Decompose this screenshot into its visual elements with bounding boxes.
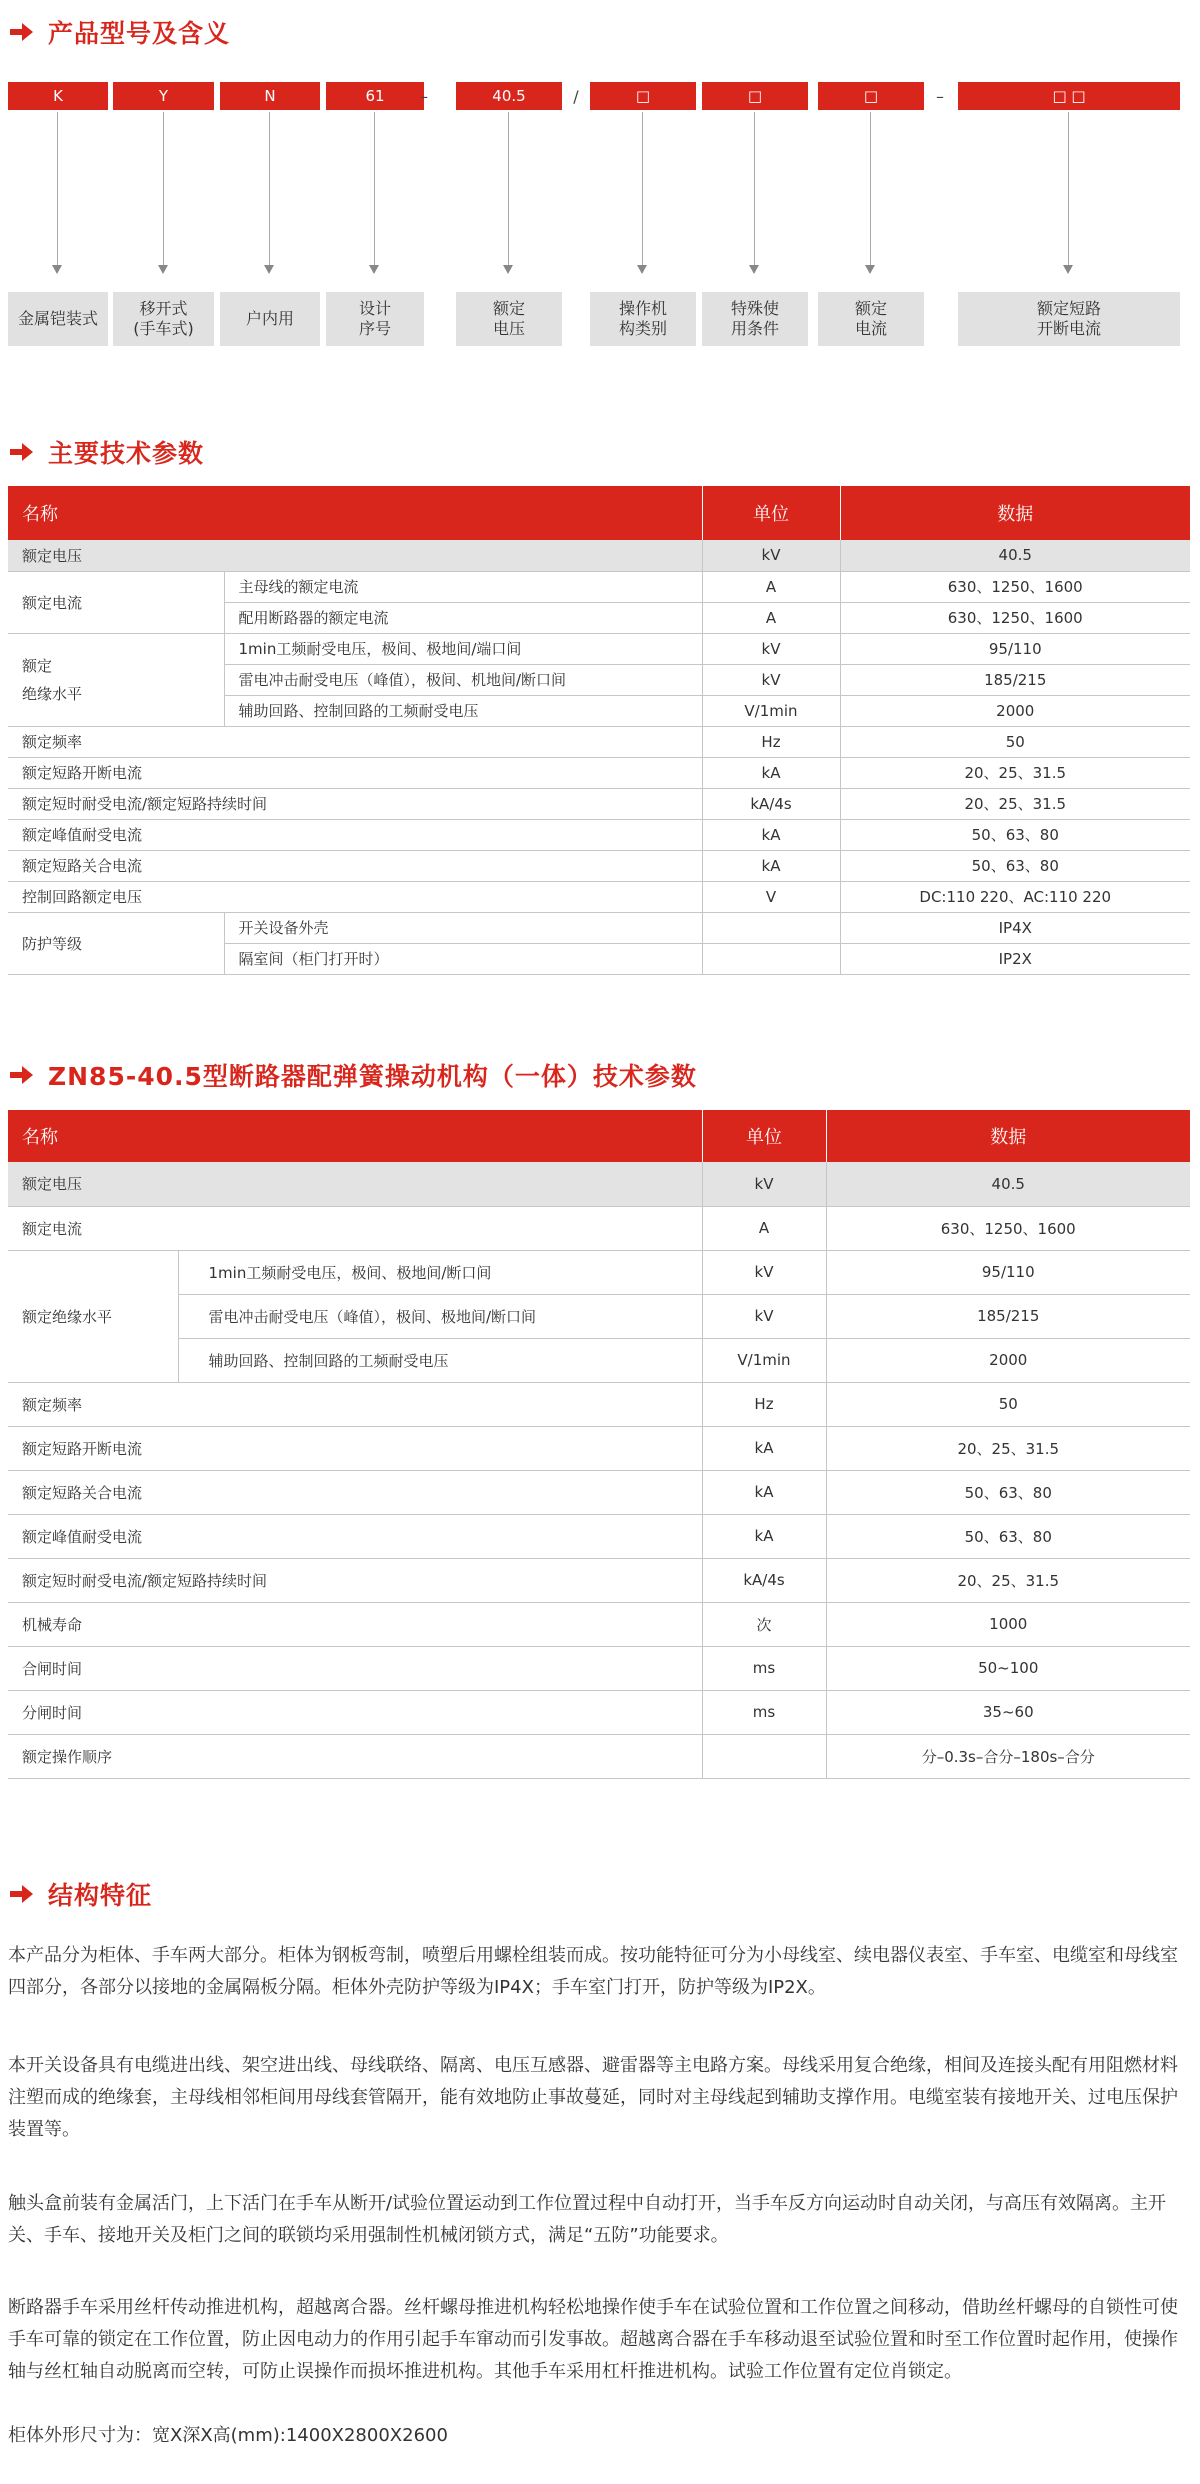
params-section-heading [8, 432, 204, 472]
row-sub: 隔室间（柜门打开时） [224, 943, 702, 974]
code-description: 特殊使 用条件 [702, 292, 808, 346]
arrow-down-icon [1068, 112, 1069, 272]
row-unit: kA [702, 819, 840, 850]
row-data: 2000 [826, 1338, 1190, 1382]
arrow-right-icon [8, 21, 34, 43]
code-segment: 40.5 [456, 82, 562, 110]
params-section-title: 主要技术参数 [48, 439, 205, 468]
row-name: 控制回路额定电压 [8, 881, 702, 912]
row-data: 分–0.3s–合分–180s–合分 [826, 1734, 1190, 1778]
code-segment: □ [590, 82, 696, 110]
table-row [8, 1690, 1190, 1734]
table-row [8, 912, 1190, 943]
mechanism-section-heading [8, 1055, 697, 1095]
row-name: 额定短路关合电流 [8, 850, 702, 881]
arrow-down-icon [163, 112, 164, 272]
structure-paragraph: 断路器手车采用丝杆传动推进机构，超越离合器。丝杆螺母推进机构轻松地操作使手车在试验位置和工作位置之间移动，借助丝杆螺母的自锁性可使手车可靠的锁定在工作位置，防止因电动力的作用引起手车窜动而引发事故。超越离合器在手车移动退至试验位置和时至工作位置时起作用，使操作轴与丝杠轴自动脱离而空转，可防止误操作而损坏推进机构。其他手车采用杠杆推进机构。试验工作位置有定位肖锁定。 [8, 2297, 1178, 2382]
code-description: 设计 序号 [326, 292, 424, 346]
header-name: 名称 [8, 486, 702, 540]
row-data: 20、25、31.5 [826, 1426, 1190, 1470]
row-group: 额定电流 [8, 571, 224, 633]
row-unit [702, 912, 840, 943]
row-data: 95/110 [840, 633, 1190, 664]
arrow-down-icon [269, 112, 270, 272]
structure-section-title: 结构特征 [48, 1881, 153, 1910]
row-data: 50、63、80 [826, 1470, 1190, 1514]
code-separator: – [936, 86, 944, 106]
table-row [8, 1426, 1190, 1470]
row-data: 20、25、31.5 [840, 788, 1190, 819]
row-sub: 雷电冲击耐受电压（峰值），极间、机地间/断口间 [224, 664, 702, 695]
structure-paragraph: 触头盒前装有金属活门，上下活门在手车从断开/试验位置运动到工作位置过程中自动打开，当手车反方向运动时自动关闭，与高压有效隔离。主开关、手车、接地开关及柜门之间的联锁均采用强制性机械闭锁方式，满足“五防”功能要求。 [8, 2193, 1167, 2246]
row-data: 630、1250、1600 [840, 571, 1190, 602]
row-name: 机械寿命 [8, 1602, 702, 1646]
dimensions-text: 柜体外形尺寸为：宽X深X高(mm):1400X2800X2600 [8, 2425, 448, 2446]
table-row [8, 571, 1190, 602]
row-unit: kA/4s [702, 788, 840, 819]
row-unit: V/1min [702, 1338, 826, 1382]
code-description: 额定 电流 [818, 292, 924, 346]
table-row [8, 1382, 1190, 1426]
row-name: 额定电压 [8, 1162, 702, 1206]
row-unit: A [702, 571, 840, 602]
row-sub: 开关设备外壳 [224, 912, 702, 943]
row-sub: 雷电冲击耐受电压（峰值），极间、极地间/断口间 [178, 1294, 702, 1338]
row-name: 分闸时间 [8, 1690, 702, 1734]
table-row [8, 1294, 1190, 1338]
header-name: 名称 [8, 1110, 702, 1162]
row-unit: kV [702, 664, 840, 695]
arrow-right-icon [8, 441, 34, 463]
table-row [8, 850, 1190, 881]
row-data: 50、63、80 [840, 850, 1190, 881]
row-unit: Hz [702, 1382, 826, 1426]
table-row [8, 881, 1190, 912]
row-data: 20、25、31.5 [840, 757, 1190, 788]
table-row [8, 633, 1190, 664]
row-sub: 辅助回路、控制回路的工频耐受电压 [224, 695, 702, 726]
row-data: 1000 [826, 1602, 1190, 1646]
model-section-title: 产品型号及含义 [48, 19, 231, 48]
code-description: 金属铠装式 [8, 292, 108, 346]
code-segment: 61 [326, 82, 424, 110]
code-description: 户内用 [220, 292, 320, 346]
row-data: 40.5 [826, 1162, 1190, 1206]
row-name: 额定电压 [8, 540, 702, 571]
row-unit: kV [702, 540, 840, 571]
main-params-table [8, 486, 1190, 975]
row-data: 35~60 [826, 1690, 1190, 1734]
row-unit: A [702, 602, 840, 633]
row-name: 额定短路开断电流 [8, 757, 702, 788]
row-name: 额定频率 [8, 726, 702, 757]
row-data: 185/215 [826, 1294, 1190, 1338]
row-name: 额定操作顺序 [8, 1734, 702, 1778]
row-group: 额定绝缘水平 [8, 1250, 178, 1382]
structure-paragraph: 本开关设备具有电缆进出线、架空进出线、母线联络、隔离、电压互感器、避雷器等主电路方案。母线采用复合绝缘，相间及连接头配有用阻燃材料注塑而成的绝缘套，主母线相邻柜间用母线套管隔开，能有效地防止事故蔓延，同时对主母线起到辅助支撑作用。电缆室装有接地开关、过电压保护装置等。 [8, 2055, 1178, 2140]
table-row [8, 1162, 1190, 1206]
table-row [8, 1602, 1190, 1646]
table-row [8, 1734, 1190, 1778]
code-segment: □ [702, 82, 808, 110]
row-data: 50 [840, 726, 1190, 757]
structure-paragraph: 本产品分为柜体、手车两大部分。柜体为钢板弯制，喷塑后用螺栓组装而成。按功能特征可分为小母线室、续电器仪表室、手车室、电缆室和母线室四部分，各部分以接地的金属隔板分隔。柜体外壳防护等级为IP4X；手车室门打开，防护等级为IP2X。 [8, 1945, 1178, 1998]
code-segment: K [8, 82, 108, 110]
row-data: 50~100 [826, 1646, 1190, 1690]
row-unit [702, 1734, 826, 1778]
row-data: 50、63、80 [840, 819, 1190, 850]
row-unit: kA [702, 1470, 826, 1514]
table-row [8, 1514, 1190, 1558]
row-unit: A [702, 1206, 826, 1250]
table-row [8, 1558, 1190, 1602]
code-description: 额定短路 开断电流 [958, 292, 1180, 346]
arrow-down-icon [754, 112, 755, 272]
row-sub: 配用断路器的额定电流 [224, 602, 702, 633]
table-header-row [8, 486, 1190, 540]
code-segment: □ □ [958, 82, 1180, 110]
row-unit: kV [702, 633, 840, 664]
arrow-down-icon [642, 112, 643, 272]
code-description: 操作机 构类别 [590, 292, 696, 346]
row-unit: kA [702, 1426, 826, 1470]
header-unit: 单位 [702, 486, 840, 540]
row-unit [702, 943, 840, 974]
code-separator: – [420, 86, 428, 106]
row-name: 额定短时耐受电流/额定短路持续时间 [8, 1558, 702, 1602]
header-data: 数据 [826, 1110, 1190, 1162]
header-unit: 单位 [702, 1110, 826, 1162]
row-unit: kA [702, 850, 840, 881]
row-data: IP4X [840, 912, 1190, 943]
arrow-down-icon [870, 112, 871, 272]
arrow-down-icon [374, 112, 375, 272]
row-unit: kA/4s [702, 1558, 826, 1602]
row-data: 630、1250、1600 [826, 1206, 1190, 1250]
row-data: 50、63、80 [826, 1514, 1190, 1558]
row-sub: 1min工频耐受电压，极间、极地间/端口间 [224, 633, 702, 664]
row-name: 额定短路开断电流 [8, 1426, 702, 1470]
row-data: DC:110 220、AC:110 220 [840, 881, 1190, 912]
table-row [8, 1206, 1190, 1250]
code-segment: N [220, 82, 320, 110]
row-data: 20、25、31.5 [826, 1558, 1190, 1602]
row-unit: kV [702, 1162, 826, 1206]
code-description: 移开式 (手车式) [113, 292, 214, 346]
row-name: 额定峰值耐受电流 [8, 1514, 702, 1558]
table-row [8, 757, 1190, 788]
mechanism-params-table [8, 1110, 1190, 1779]
table-row [8, 819, 1190, 850]
row-unit: kV [702, 1250, 826, 1294]
table-row [8, 788, 1190, 819]
arrow-right-icon [8, 1064, 34, 1086]
row-name: 额定电流 [8, 1206, 702, 1250]
row-group: 额定 绝缘水平 [8, 633, 224, 726]
row-unit: kA [702, 757, 840, 788]
header-data: 数据 [840, 486, 1190, 540]
code-description: 额定 电压 [456, 292, 562, 346]
row-unit: kV [702, 1294, 826, 1338]
row-sub: 1min工频耐受电压，极间、极地间/断口间 [178, 1250, 702, 1294]
arrow-down-icon [57, 112, 58, 272]
mechanism-section-title: ZN85-40.5型断路器配弹簧操动机构（一体）技术参数 [48, 1062, 697, 1091]
row-sub: 辅助回路、控制回路的工频耐受电压 [178, 1338, 702, 1382]
table-row [8, 1250, 1190, 1294]
row-data: 50 [826, 1382, 1190, 1426]
row-name: 额定短路关合电流 [8, 1470, 702, 1514]
row-sub: 主母线的额定电流 [224, 571, 702, 602]
row-unit: ms [702, 1646, 826, 1690]
table-header-row [8, 1110, 1190, 1162]
code-separator: / [573, 86, 579, 106]
row-unit: V [702, 881, 840, 912]
row-name: 额定峰值耐受电流 [8, 819, 702, 850]
structure-section-heading [8, 1874, 152, 1914]
row-unit: V/1min [702, 695, 840, 726]
table-row [8, 1338, 1190, 1382]
row-group: 防护等级 [8, 912, 224, 974]
table-row [8, 540, 1190, 571]
model-section-heading [8, 12, 230, 52]
row-data: 2000 [840, 695, 1190, 726]
row-name: 额定短时耐受电流/额定短路持续时间 [8, 788, 702, 819]
row-data: 40.5 [840, 540, 1190, 571]
arrow-down-icon [508, 112, 509, 272]
row-data: 95/110 [826, 1250, 1190, 1294]
row-name: 额定频率 [8, 1382, 702, 1426]
row-unit: kA [702, 1514, 826, 1558]
row-unit: 次 [702, 1602, 826, 1646]
arrow-right-icon [8, 1883, 34, 1905]
table-row [8, 1646, 1190, 1690]
code-segment: □ [818, 82, 924, 110]
row-data: 185/215 [840, 664, 1190, 695]
row-data: IP2X [840, 943, 1190, 974]
row-unit: ms [702, 1690, 826, 1734]
row-unit: Hz [702, 726, 840, 757]
row-data: 630、1250、1600 [840, 602, 1190, 633]
table-row [8, 726, 1190, 757]
table-row [8, 1470, 1190, 1514]
code-segment: Y [113, 82, 214, 110]
row-name: 合闸时间 [8, 1646, 702, 1690]
